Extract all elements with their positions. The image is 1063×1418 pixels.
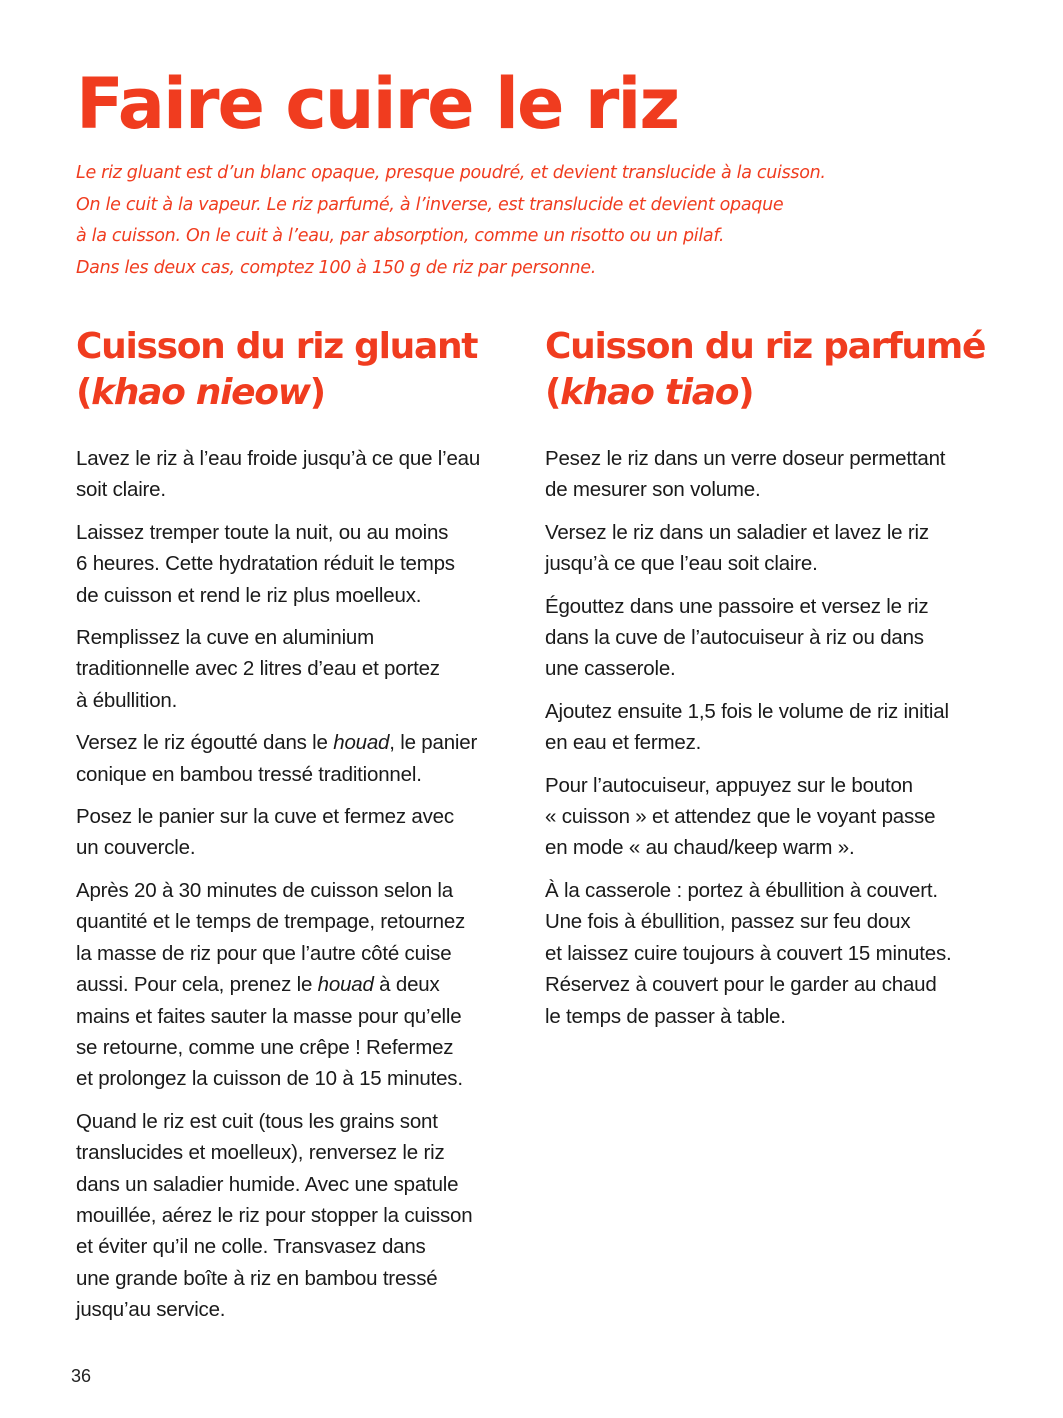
text-run: Versez le riz égoutté dans le [76, 731, 334, 755]
italic-term: houad [317, 973, 374, 997]
step-paragraph [76, 801, 521, 864]
intro-line: Le riz gluant est d’un blanc opaque, presque poudré, et devient translucide à la cuisson. [76, 163, 826, 183]
sticky-rice-section [76, 324, 521, 1337]
step-line: le temps de passer à table. [545, 1004, 786, 1028]
intro-paragraph [76, 158, 976, 284]
page-title: Faire cuire le riz [76, 63, 679, 145]
step-line: la masse de riz pour que l’autre côté cuise [76, 941, 452, 965]
step-line: et prolongez la cuisson de 10 à 15 minutes. [76, 1067, 463, 1091]
step-line: Après 20 à 30 minutes de cuisson selon la [76, 878, 453, 902]
heading-paren-close: ) [738, 372, 754, 413]
step-line: traditionnelle avec 2 litres d’eau et portez [76, 657, 440, 681]
step-line: Versez le riz dans un saladier et lavez le riz [545, 520, 929, 544]
step-line: dans la cuve de l’autocuiseur à riz ou dans [545, 626, 924, 650]
step-line [76, 727, 521, 758]
step-paragraph [76, 443, 521, 506]
step-line: de mesurer son volume. [545, 478, 761, 502]
step-line: Laissez tremper toute la nuit, ou au moins [76, 520, 449, 544]
step-line: jusqu’au service. [76, 1298, 226, 1322]
sticky-rice-steps [76, 443, 521, 1326]
step-line: se retourne, comme une crêpe ! Refermez [76, 1035, 454, 1059]
step-line: mouillée, aérez le riz pour stopper la cuisson [76, 1203, 473, 1227]
sticky-rice-heading [76, 324, 521, 416]
step-line: translucides et moelleux), renversez le riz [76, 1141, 445, 1165]
step-line [76, 969, 521, 1000]
step-line: Posez le panier sur la cuve et fermez avec [76, 805, 454, 829]
italic-term: houad [333, 731, 390, 755]
step-line: un couvercle. [76, 836, 196, 860]
heading-thai-name: khao nieow [91, 372, 310, 413]
step-line: À la casserole : portez à ébullition à couvert. [545, 878, 938, 902]
step-line: Pour l’autocuiseur, appuyez sur le bouton [545, 773, 913, 797]
heading-line: Cuisson du riz gluant [76, 326, 478, 367]
step-line: Réservez à couvert pour le garder au chaud [545, 973, 937, 997]
step-line: dans un saladier humide. Avec une spatule [76, 1172, 459, 1196]
step-line: à ébullition. [76, 688, 178, 712]
step-line: Pesez le riz dans un verre doseur permettant [545, 447, 946, 470]
fragrant-rice-section [545, 324, 990, 1043]
heading-thai-name: khao tiao [560, 372, 739, 413]
step-line: soit claire. [76, 478, 166, 502]
text-run: aussi. Pour cela, prenez le [76, 973, 318, 997]
step-paragraph [76, 727, 521, 790]
step-paragraph [76, 622, 521, 716]
step-line: en mode « au chaud/keep warm ». [545, 836, 855, 860]
intro-line: Dans les deux cas, comptez 100 à 150 g de riz par personne. [76, 257, 597, 278]
heading-paren-open: ( [76, 372, 92, 413]
step-line: Ajoutez ensuite 1,5 fois le volume de riz initial [545, 699, 949, 723]
intro-line: à la cuisson. On le cuit à l’eau, par absorption, comme un risotto ou un pilaf. [76, 226, 725, 246]
step-paragraph [545, 696, 990, 759]
step-paragraph [76, 875, 521, 1095]
heading-paren-close: ) [309, 372, 325, 413]
intro-line: On le cuit à la vapeur. Le riz parfumé, à l’inverse, est translucide et devient opaque [76, 194, 784, 215]
text-run: , le panier [389, 731, 478, 755]
step-paragraph [545, 875, 990, 1032]
step-line: et laissez cuire toujours à couvert 15 minutes. [545, 941, 952, 965]
step-line: de cuisson et rend le riz plus moelleux. [76, 583, 422, 607]
fragrant-rice-steps [545, 443, 990, 1032]
step-line: Quand le riz est cuit (tous les grains sont [76, 1109, 438, 1133]
step-line: Lavez le riz à l’eau froide jusqu’à ce que l’eau [76, 447, 481, 470]
step-paragraph [545, 591, 990, 685]
fragrant-rice-heading [545, 324, 990, 416]
step-line: Remplissez la cuve en aluminium [76, 626, 375, 650]
step-paragraph [76, 1106, 521, 1326]
step-line: mains et faites sauter la masse pour qu’elle [76, 1004, 462, 1028]
step-paragraph [545, 517, 990, 580]
step-line: jusqu’à ce que l’eau soit claire. [545, 552, 818, 576]
text-run: à deux [373, 973, 440, 997]
page-number: 36 [71, 1366, 92, 1386]
step-paragraph [545, 443, 990, 506]
step-line: en eau et fermez. [545, 731, 702, 755]
heading-line: Cuisson du riz parfumé [545, 326, 986, 367]
step-paragraph [76, 517, 521, 611]
heading-paren-open: ( [545, 372, 561, 413]
step-line: quantité et le temps de trempage, retournez [76, 910, 466, 934]
step-line: une grande boîte à riz en bambou tressé [76, 1266, 438, 1290]
step-line: Égouttez dans une passoire et versez le riz [545, 594, 929, 618]
step-line: conique en bambou tressé traditionnel. [76, 762, 422, 786]
step-line: et éviter qu’il ne colle. Transvasez dans [76, 1235, 426, 1259]
step-line: Une fois à ébullition, passez sur feu doux [545, 910, 911, 934]
step-line: une casserole. [545, 657, 676, 681]
step-paragraph [545, 770, 990, 864]
step-line: « cuisson » et attendez que le voyant passe [545, 805, 936, 829]
step-line: 6 heures. Cette hydratation réduit le temps [76, 552, 455, 576]
